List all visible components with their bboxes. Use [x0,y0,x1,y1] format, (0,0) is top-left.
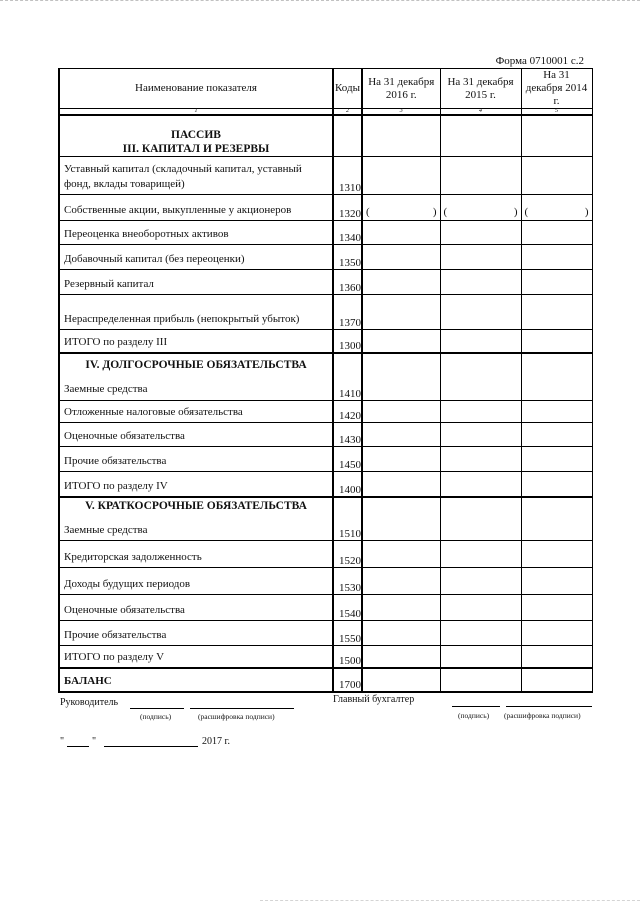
row-code: 1310 [333,157,362,195]
table-header-row [59,69,592,109]
header-2014: На 31 декабря 2014 г. [521,69,592,109]
row-label: Добавочный капитал (без переоценки) [64,253,245,265]
row-code: 1510 [333,497,362,541]
accountant-sign-caption: (подпись) [458,711,490,720]
table-row [59,401,592,423]
head-signature-line[interactable] [130,698,184,709]
table-row [59,447,592,472]
row-code: 1540 [333,595,362,621]
col-num-5: 5 [521,109,592,116]
row-label: Доходы будущих периодов [64,578,191,590]
header-2016: На 31 декабря 2016 г. [362,69,440,109]
row-code: 1420 [333,401,362,423]
row-label: Оценочные обязательства [64,604,185,616]
table-row [59,541,592,568]
row-label: Нераспределенная прибыль (непокрытый убыток) [64,313,300,325]
row-code: 1410 [333,353,362,401]
row-code: 1400 [333,472,362,498]
accountant-decode-caption: (расшифровка подписи) [504,711,581,720]
date-day-line[interactable] [67,737,89,747]
paren-open: ( [524,206,529,218]
row-code: 1450 [333,447,362,472]
row-label: Резервный капитал [64,278,154,290]
table-row-total [59,646,592,669]
paren-close: ) [432,206,437,218]
section5-title: V. КРАТКОСРОЧНЫЕ ОБЯЗАТЕЛЬСТВА [85,500,307,512]
row-code: 1350 [333,245,362,270]
table-row [59,595,592,621]
paren-open: ( [443,206,448,218]
row-code: 1370 [333,295,362,330]
row-code: 1430 [333,423,362,447]
row-label: Прочие обязательства [64,629,167,641]
section4-header-row [59,353,592,401]
row-label: Собственные акции, выкупленные у акционеров [64,204,292,216]
table-row [59,270,592,295]
head-decode-caption: (расшифровка подписи) [198,712,275,721]
section3-title: III. КАПИТАЛ И РЕЗЕРВЫ [122,143,270,155]
accountant-signature-line[interactable] [452,696,500,707]
date-year: 2017 г. [202,736,230,747]
table-row-total [59,472,592,498]
col-num-2: 2 [333,109,362,116]
balance-label: БАЛАНС [64,675,112,687]
table-row [59,157,592,195]
row-label: Отложенные налоговые обязательства [64,406,243,418]
table-row [59,245,592,270]
section4-title: IV. ДОЛГОСРОЧНЫЕ ОБЯЗАТЕЛЬСТВА [85,359,307,371]
section5-header-row [59,497,592,541]
header-code: Коды [333,69,362,109]
row-label: Заемные средства [64,383,148,395]
col-num-4: 4 [440,109,521,116]
col-num-3: 3 [362,109,440,116]
date-month-line[interactable] [104,737,198,747]
header-2015: На 31 декабря 2015 г. [440,69,521,109]
row-code: 1500 [333,646,362,669]
accountant-decode-line[interactable] [506,696,592,707]
row-label: Прочие обязательства [64,455,167,467]
table-row [59,423,592,447]
row-code: 1360 [333,270,362,295]
row-label: Переоценка внеоборотных активов [64,228,229,240]
row-label: Заемные средства [64,524,148,536]
row-code: 1520 [333,541,362,568]
table-row-total [59,330,592,354]
table-row [59,621,592,646]
head-decode-line[interactable] [190,698,294,709]
table-row [59,295,592,330]
scan-edge-top [0,0,640,7]
row-code: 1340 [333,221,362,245]
row-label: Оценочные обязательства [64,430,185,442]
row-label: ИТОГО по разделу IV [64,480,168,492]
header-name: Наименование показателя [59,69,333,109]
row-code: 1320 [333,195,362,221]
row-label: ИТОГО по разделу V [64,651,165,663]
paren-close: ) [584,206,589,218]
section3-title-cell [59,115,333,157]
table-row-balance [59,668,592,692]
balance-code: 1700 [333,668,362,692]
head-signature-label: Руководитель [60,697,119,708]
head-sign-caption: (подпись) [140,712,172,721]
row-code: 1550 [333,621,362,646]
paren-close: ) [513,206,518,218]
col-num-1: 1 [59,109,333,116]
table-row [59,195,592,221]
section-main-title: ПАССИВ [171,129,221,141]
accountant-signature-label: Главный бухгалтер [333,694,415,705]
row-code: 1530 [333,568,362,595]
date-quote-open: " [60,736,65,747]
table-row [59,221,592,245]
row-code: 1300 [333,330,362,354]
date-quote-close: " [92,736,97,747]
form-label: Форма 0710001 с.2 [495,55,584,67]
scan-edge-bottom [260,900,640,902]
paren-open: ( [366,206,370,218]
table-row [59,568,592,595]
balance-table [58,68,593,693]
row-label: Уставный капитал (складочный капитал, уставный фонд, вклады товарищей) [64,163,302,190]
section3-header-row [59,115,592,157]
row-label: Кредиторская задолженность [64,551,202,563]
row-label: ИТОГО по разделу III [64,336,168,348]
